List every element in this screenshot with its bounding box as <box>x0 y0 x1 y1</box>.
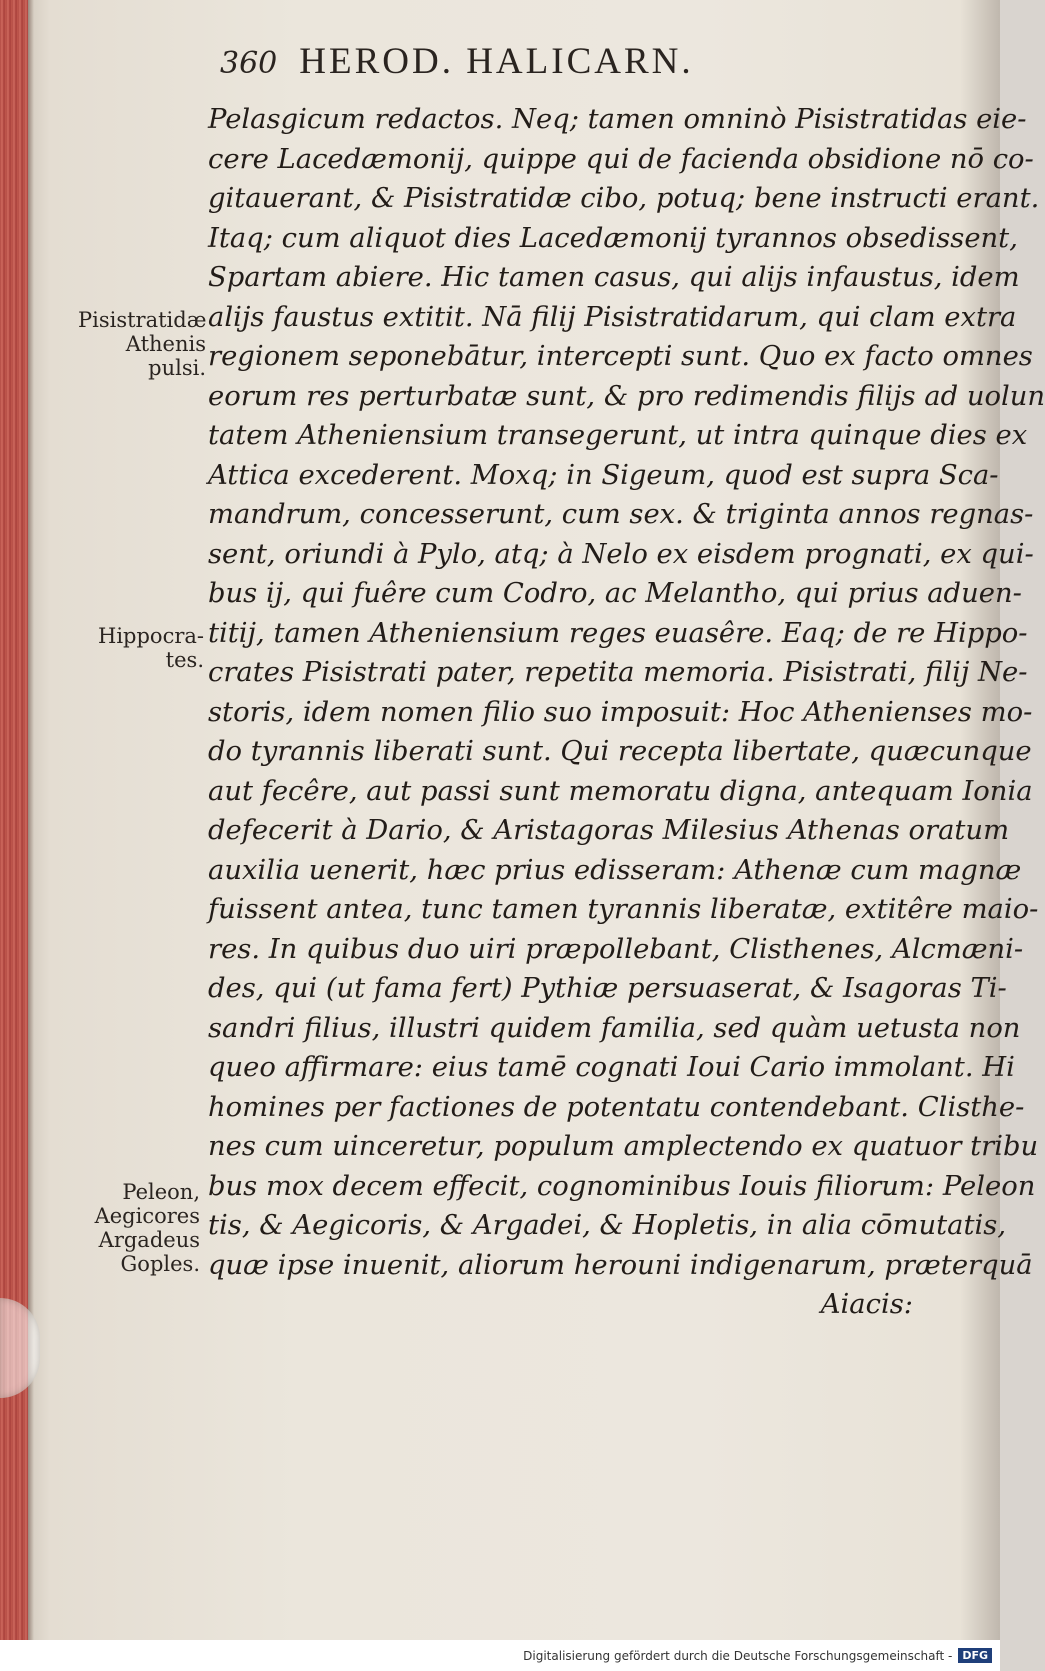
text-line: tatem Atheniensium transegerunt, ut intra quinque dies ex <box>208 420 1028 451</box>
text-line: eorum res perturbatæ sunt, & pro redimendis filijs ad uolun <box>208 380 1045 412</box>
body-text <box>208 100 1045 1325</box>
text-line: queo affirmare: eius tamē cognati Ioui Cario immolant. Hi <box>208 1052 1015 1083</box>
text-line: nes cum uinceretur, populum amplectendo ex quatuor tribu <box>208 1131 1039 1162</box>
marginal-line: Aegicores <box>94 1204 200 1228</box>
marginal-note-pisistratidae <box>78 308 206 380</box>
text-line: cere Lacedæmonij, quippe qui de facienda obsidione nō co- <box>208 143 1034 175</box>
page-clip <box>0 1298 40 1398</box>
text-line: sent, oriundi à Pylo, atq; à Nelo ex eisdem prognati, ex qui- <box>208 538 1034 570</box>
marginal-line: Peleon, <box>122 1180 200 1204</box>
marginal-line: Athenis <box>125 332 206 356</box>
text-line: Pelasgicum redactos. Neq; tamen omninò Pisistratidas eie- <box>208 104 1027 135</box>
text-line: bus ij, qui fuêre cum Codro, ac Melantho, qui prius aduen- <box>208 578 1022 609</box>
marginal-line: Argadeus <box>98 1228 200 1252</box>
text-line: Attica excederent. Moxq; in Sigeum, quod est supra Sca- <box>208 459 999 491</box>
marginal-line: Hippocra- <box>98 624 204 648</box>
marginal-line: tes. <box>165 648 204 672</box>
marginal-note-hippocrates <box>70 624 204 672</box>
page-number: 360 <box>220 46 278 81</box>
text-line: auxilia uenerit, hæc prius edisseram: Athenæ cum magnæ <box>208 854 1022 886</box>
text-line: fuissent antea, tunc tamen tyrannis liberatæ, extitêre maio- <box>208 894 1039 925</box>
running-title: HEROD. HALICARN. <box>299 41 694 82</box>
text-line: do tyrannis liberati sunt. Qui recepta libertate, quæcunque <box>208 736 1032 767</box>
text-line: bus mox decem effecit, cognominibus Iouis filiorum: Peleon <box>208 1170 1036 1202</box>
text-line: tis, & Aegicoris, & Argadei, & Hopletis, in alia cōmutatis, <box>208 1210 1007 1241</box>
text-line: storis, idem nomen filio suo imposuit: Hoc Athenienses mo- <box>208 696 1033 728</box>
text-line: des, qui (ut fama fert) Pythiæ persuaserat, & Isagoras Ti- <box>208 973 1007 1004</box>
text-line: mandrum, concesserunt, cum sex. & triginta annos regnas- <box>208 499 1034 530</box>
text-line: quæ ipse inuenit, aliorum herouni indigenarum, præterquā <box>208 1249 1033 1281</box>
text-line: defecerit à Dario, & Aristagoras Milesius Athenas oratum <box>208 815 1010 846</box>
text-line: regionem seponebātur, intercepti sunt. Quo ex facto omnes <box>208 341 1033 372</box>
text-line: Itaq; cum aliquot dies Lacedæmonij tyrannos obsedissent, <box>208 222 1018 254</box>
marginal-note-tribes <box>70 1180 200 1276</box>
dfg-logo: DFG <box>958 1648 992 1663</box>
text-line: homines per factiones de potentatu contendebant. Clisthe- <box>208 1091 1025 1123</box>
running-head <box>220 40 860 90</box>
marginal-line: Pisistratidæ <box>78 308 207 332</box>
funding-credit: Digitalisierung gefördert durch die Deutsche Forschungsgemeinschaft - <box>523 1648 953 1663</box>
text-line: aut fecêre, aut passi sunt memoratu digna, antequam Ionia <box>208 775 1033 807</box>
marginal-line: Goples. <box>120 1252 200 1276</box>
text-line: alijs faustus extitit. Nā filij Pisistratidarum, qui clam extra <box>208 301 1017 333</box>
catchword: Aiacis: <box>820 1289 913 1320</box>
text-line: res. In quibus duo uiri præpollebant, Clisthenes, Alcmæni- <box>208 933 1024 965</box>
text-line: titij, tamen Atheniensium reges euasêre. Eaq; de re Hippo- <box>208 617 1028 649</box>
marginal-line: pulsi. <box>148 356 206 380</box>
text-line: sandri filius, illustri quidem familia, sed quàm uetusta non <box>208 1012 1021 1044</box>
text-line: gitauerant, & Pisistratidæ cibo, potuq; bene instructi erant. <box>208 183 1040 214</box>
text-line: crates Pisistrati pater, repetita memoria. Pisistrati, filij Ne- <box>208 657 1028 688</box>
text-line: Spartam abiere. Hic tamen casus, qui alijs infaustus, idem <box>208 262 1020 293</box>
digitization-footer <box>0 1640 1000 1671</box>
